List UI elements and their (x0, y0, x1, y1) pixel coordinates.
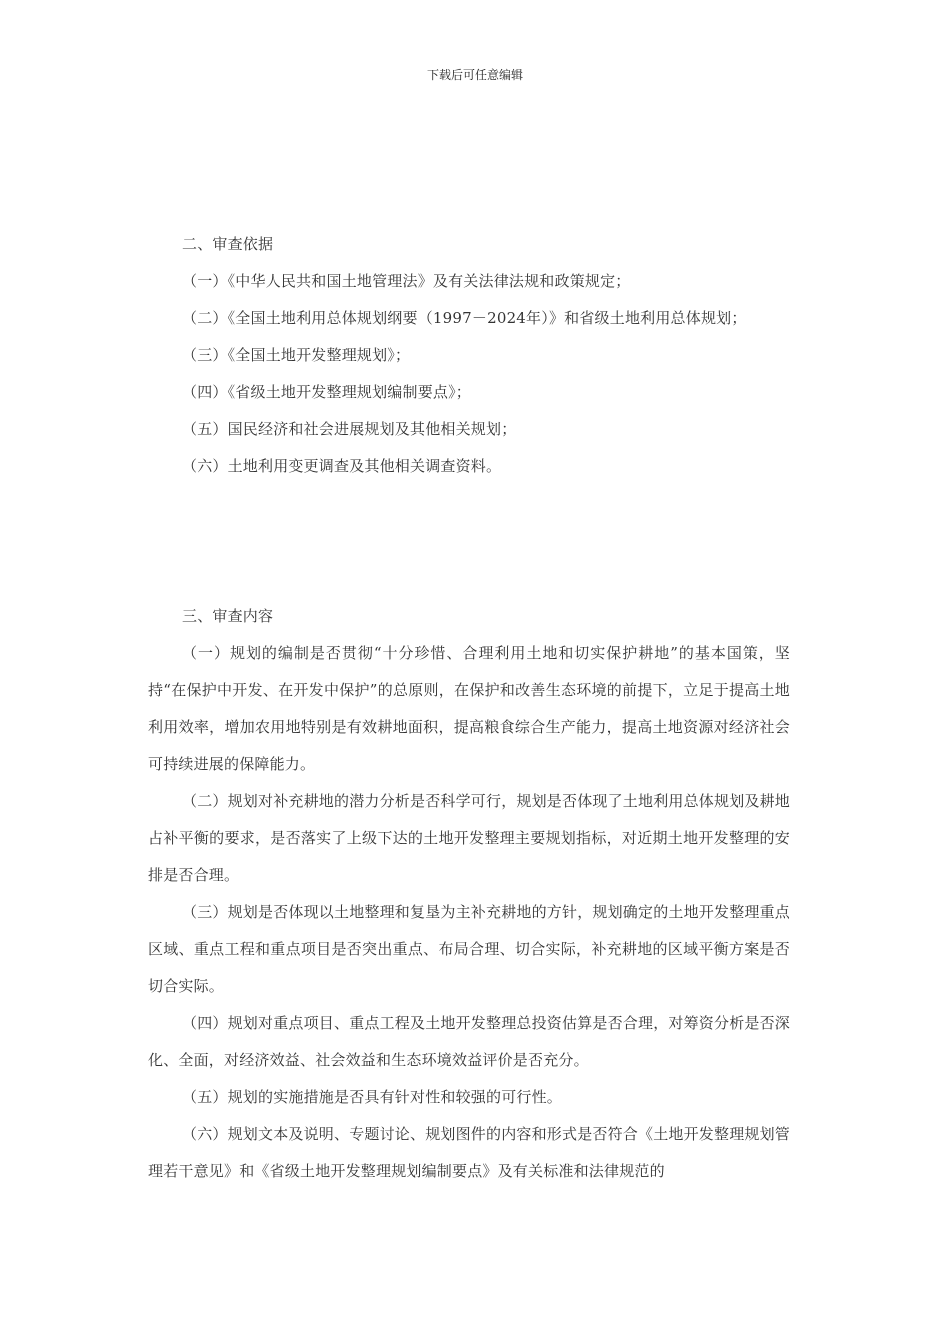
list-item: （一）《中华人民共和国土地管理法》及有关法律法规和政策规定； (182, 272, 631, 290)
list-item: （四）规划对重点项目、重点工程及土地开发整理总投资估算是否合理，对筹资分析是否深化、全面，对经济效益、社会效益和生态环境效益评价是否充分。 (148, 1014, 791, 1069)
page-header: 下载后可任意编辑 (426, 68, 523, 82)
list-item: （六）规划文本及说明、专题讨论、规划图件的内容和形式是否符合《土地开发整理规划管理若干意见》和《省级土地开发整理规划编制要点》及有关标准和法律规范的 (148, 1125, 791, 1180)
list-item: （四）《省级土地开发整理规划编制要点》； (182, 383, 472, 401)
list-item: （三）《全国土地开发整理规划》； (182, 346, 411, 364)
section-heading: 三、审查内容 (182, 607, 274, 625)
list-item: （五）规划的实施措施是否具有针对性和较强的可行性。 (182, 1088, 563, 1106)
section-heading: 二、审查依据 (182, 235, 274, 253)
list-item: （三）规划是否体现以土地整理和复垦为主补充耕地的方针，规划确定的土地开发整理重点区域、重点工程和重点项目是否突出重点、布局合理、切合实际，补充耕地的区域平衡方案是否切合实际。 (148, 903, 791, 995)
list-item: （六）土地利用变更调查及其他相关调查资料。 (182, 457, 502, 475)
list-item: （二）《全国土地利用总体规划纲要（1997－2024年）》和省级土地利用总体规划； (182, 309, 747, 327)
list-item: （一）规划的编制是否贯彻“十分珍惜、合理利用土地和切实保护耕地”的基本国策，坚持“在保护中开发、在开发中保护”的总原则，在保护和改善生态环境的前提下，立足于提高土地利用效率，增加农用地特别是有效耕地面积，提高粮食综合生产能力，提高土地资源对经济社会可持续进展的保障能力。 (148, 644, 790, 773)
list-item: （五）国民经济和社会进展规划及其他相关规划； (182, 420, 517, 438)
section-review-content (148, 598, 790, 1190)
list-item: （二）规划对补充耕地的潜力分析是否科学可行，规划是否体现了土地利用总体规划及耕地占补平衡的要求，是否落实了上级下达的土地开发整理主要规划指标，对近期土地开发整理的安排是否合理。 (148, 792, 791, 884)
section-review-basis (148, 226, 790, 485)
